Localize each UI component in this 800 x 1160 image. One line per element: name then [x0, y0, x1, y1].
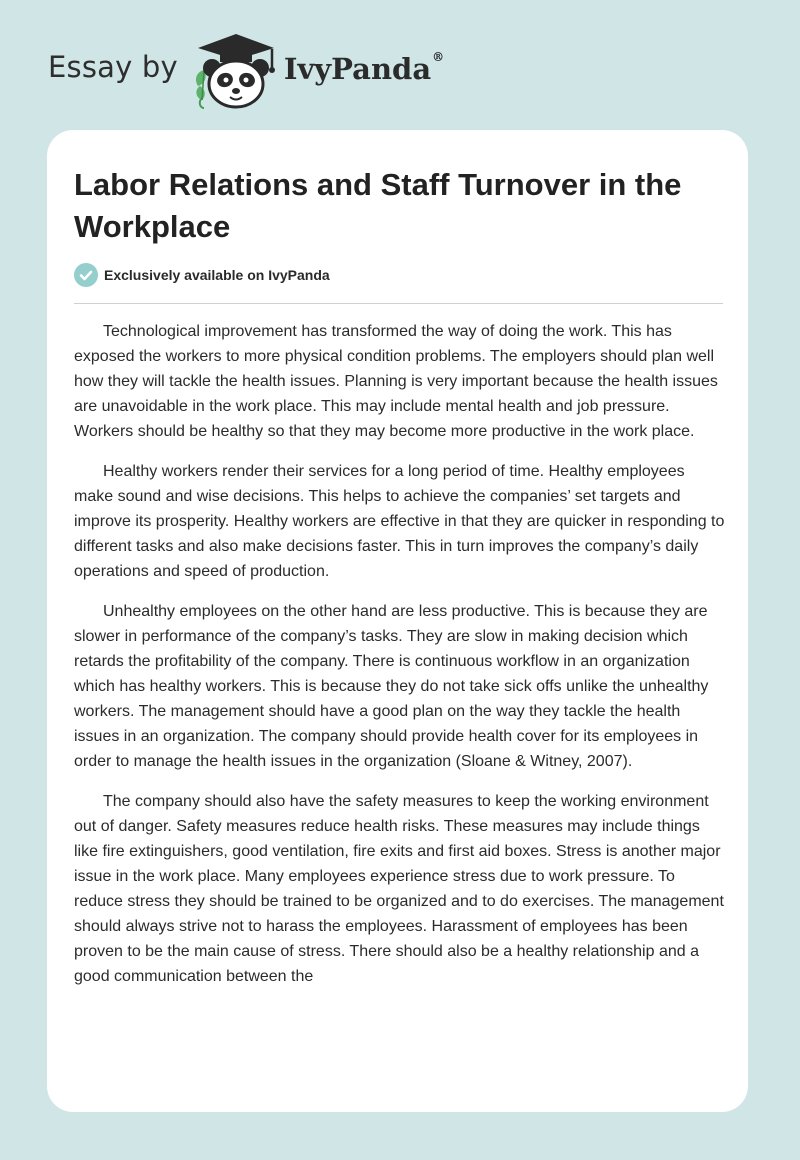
ivypanda-logo[interactable] — [190, 30, 282, 110]
check-circle-icon — [74, 263, 98, 287]
registered-mark: ® — [432, 50, 445, 64]
brand-text: IvyPanda — [283, 52, 432, 86]
essay-body — [74, 319, 726, 1004]
paragraph: Unhealthy employees on the other hand are less productive. This is because they are slower in performance of the company’s tasks. They are slow in making decision which retards the profitability of the company. There is continuous workflow in an organization which has healthy workers. This is because they do not take sick offs unlike the unhealthy workers. The management should have a good plan on the way they tackle the health issues in an organization. The company should provide health cover for its employees in order to manage the health issues in the organization (Sloane & Witney, 2007). — [74, 603, 709, 770]
page-title: Labor Relations and Staff Turnover in the Workplace — [74, 167, 682, 244]
divider — [74, 303, 723, 304]
brand-name[interactable] — [284, 52, 444, 86]
panda-graduate-icon — [190, 30, 282, 110]
paragraph: Healthy workers render their services for a long period of time. Healthy employees make sound and wise decisions. This helps to achieve the companies’ set targets and improve its prosperity. Healthy workers are effective in that they are quicker in responding to different tasks and also make decisions faster. This in turn improves the company’s daily operations and speed of production. — [74, 463, 725, 580]
ivy-leaf-icon — [196, 70, 206, 108]
exclusive-badge — [74, 263, 330, 287]
exclusive-badge-label: Exclusively available on IvyPanda — [104, 267, 330, 283]
site-header — [48, 30, 444, 110]
paragraph: The company should also have the safety measures to keep the working environment out of danger. Safety measures reduce health risks. These measures may include things like fire extinguishers, good ventilation, fire exits and first aid boxes. Stress is another major issue in the work place. Many employees experience stress due to work pressure. To reduce stress they should be trained to be organized and to do exercises. The management should always strive not to harass the employees. Harassment of employees has been proven to be the main cause of stress. There should also be a healthy relationship and a good communication between the — [74, 793, 724, 985]
essay-card — [47, 130, 748, 1112]
essay-by-label: Essay by — [48, 50, 178, 84]
paragraph: Technological improvement has transformed the way of doing the work. This has exposed the workers to more physical condition problems. The employers should plan well how they will tackle the health issues. Planning is very important because the health issues are unavoidable in the work place. This may include mental health and job pressure. Workers should be healthy so that they may become more productive in the work place. — [74, 323, 718, 440]
